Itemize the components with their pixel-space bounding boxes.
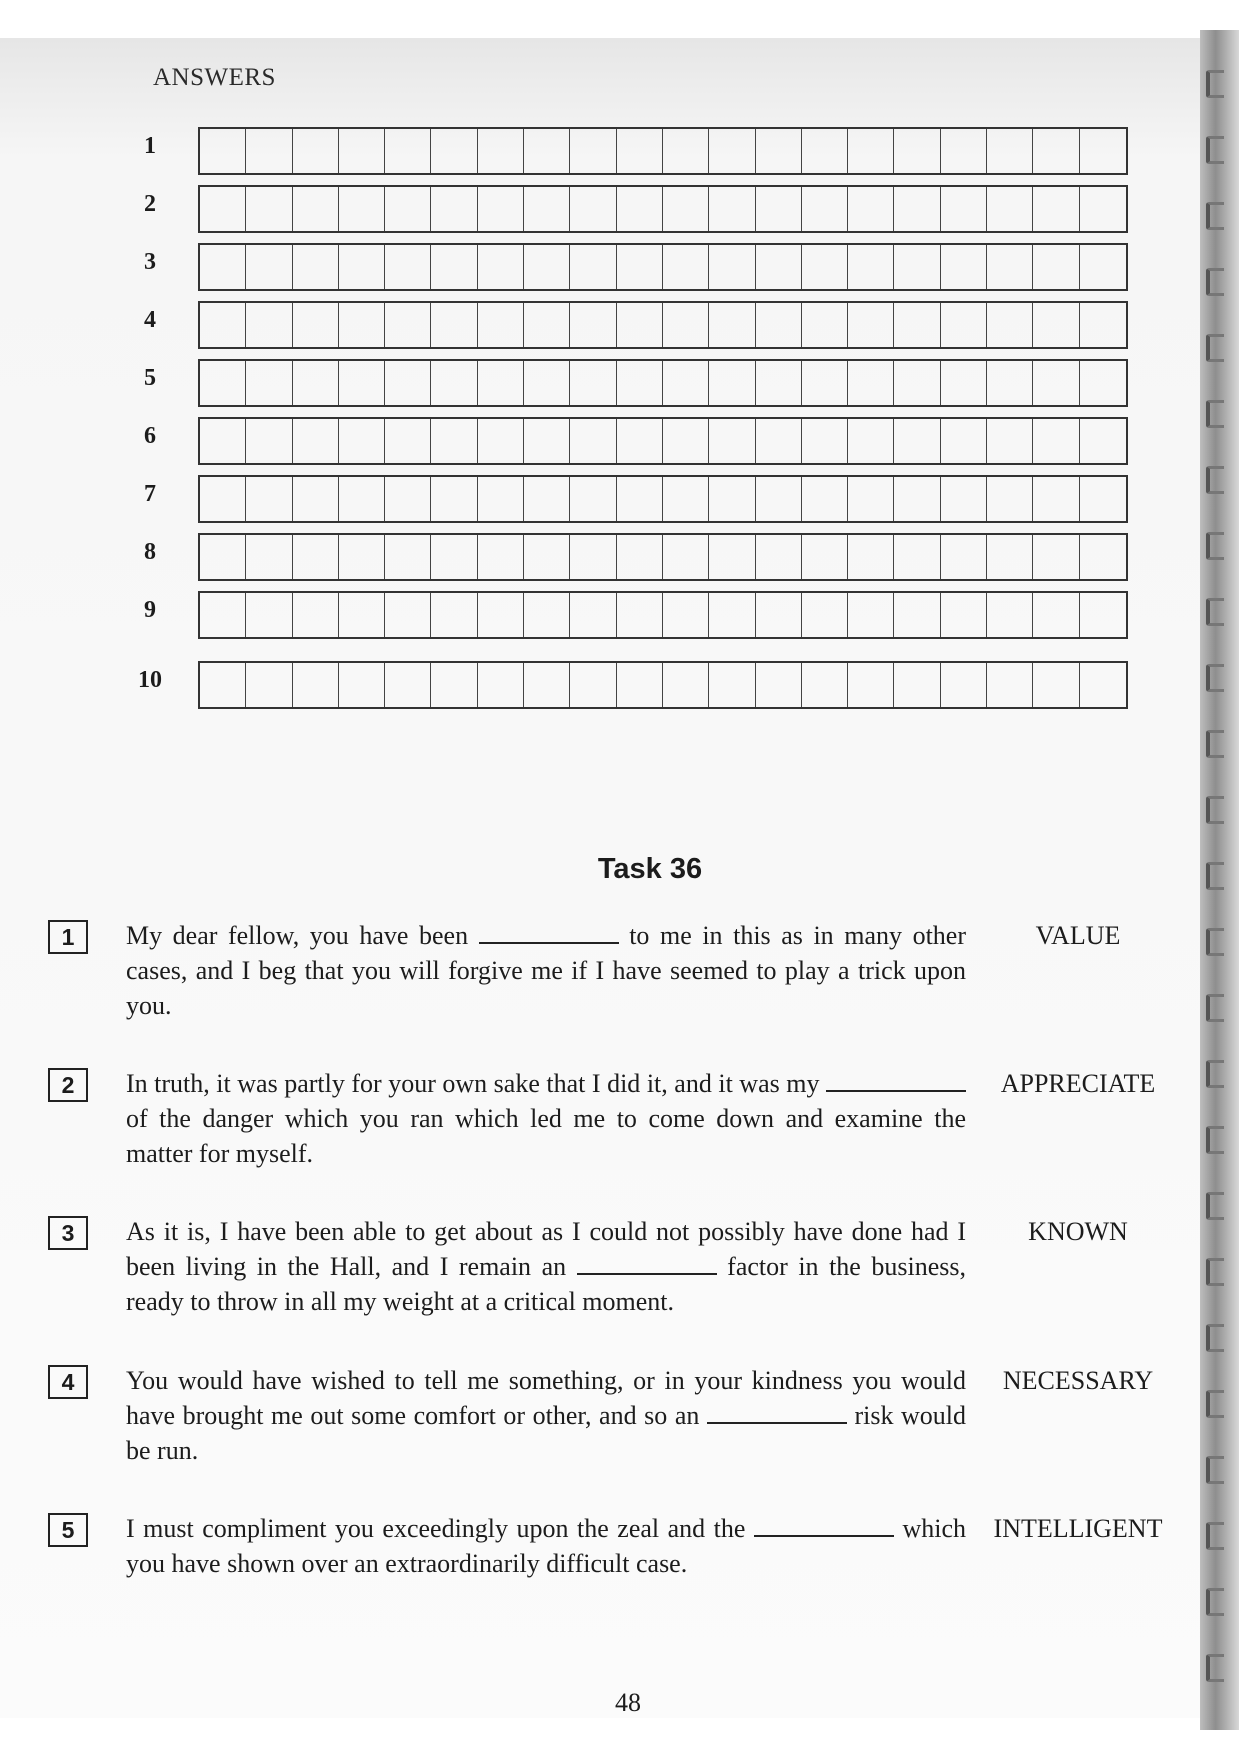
answer-cell[interactable] <box>848 593 894 637</box>
answer-cell[interactable] <box>756 361 802 405</box>
answer-cell[interactable] <box>431 187 477 231</box>
answer-cell[interactable] <box>987 663 1033 707</box>
answer-cell[interactable] <box>385 303 431 347</box>
answer-row-number: 10 <box>138 667 162 693</box>
item-sentence <box>126 1066 966 1171</box>
answer-row <box>130 533 1180 581</box>
item-number: 4 <box>48 1365 88 1399</box>
answer-row <box>130 475 1180 523</box>
sentence-before: You would have wished to tell me something, or in your kindness you would have brought me out some comfort or other, and so an <box>126 1366 966 1430</box>
answer-cell[interactable] <box>478 361 524 405</box>
answer-cell[interactable] <box>1033 245 1079 289</box>
item-number: 2 <box>48 1068 88 1102</box>
answer-cell[interactable] <box>802 593 848 637</box>
answer-cell[interactable] <box>756 663 802 707</box>
answer-cell[interactable] <box>200 129 246 173</box>
answer-cell[interactable] <box>802 663 848 707</box>
answers-heading: ANSWERS <box>153 64 276 91</box>
answer-row-number: 5 <box>144 365 156 391</box>
answer-cell[interactable] <box>941 129 987 173</box>
answer-cell[interactable] <box>431 361 477 405</box>
answer-cell[interactable] <box>293 303 339 347</box>
answer-row <box>130 301 1180 349</box>
answer-cell[interactable] <box>339 419 385 463</box>
answer-cell[interactable] <box>617 129 663 173</box>
answer-cell[interactable] <box>1033 361 1079 405</box>
answer-cell[interactable] <box>848 303 894 347</box>
answer-cell[interactable] <box>617 663 663 707</box>
answer-cell[interactable] <box>663 663 709 707</box>
answer-cell[interactable] <box>246 593 292 637</box>
answer-cell[interactable] <box>756 477 802 521</box>
answer-cells <box>198 301 1128 349</box>
answer-blank[interactable] <box>707 1400 847 1424</box>
answer-cell[interactable] <box>431 593 477 637</box>
answer-blank[interactable] <box>479 920 619 944</box>
answer-cell[interactable] <box>894 187 940 231</box>
item-sentence <box>126 918 966 1023</box>
answer-cell[interactable] <box>431 419 477 463</box>
answer-cell[interactable] <box>200 303 246 347</box>
answer-cell[interactable] <box>293 535 339 579</box>
answer-cell[interactable] <box>339 187 385 231</box>
answer-cell[interactable] <box>1033 663 1079 707</box>
answer-cell[interactable] <box>1080 535 1126 579</box>
keyword: APPRECIATE <box>1000 1069 1156 1098</box>
answer-cell[interactable] <box>617 477 663 521</box>
answer-cell[interactable] <box>941 593 987 637</box>
answer-cells <box>198 185 1128 233</box>
answer-cell[interactable] <box>848 245 894 289</box>
answer-cell[interactable] <box>524 419 570 463</box>
answer-cell[interactable] <box>246 535 292 579</box>
answer-cell[interactable] <box>524 129 570 173</box>
answer-cell[interactable] <box>478 535 524 579</box>
answer-cells <box>198 417 1128 465</box>
answer-cell[interactable] <box>385 535 431 579</box>
answer-cell[interactable] <box>802 535 848 579</box>
answer-cell[interactable] <box>200 593 246 637</box>
answer-cell[interactable] <box>1080 187 1126 231</box>
answer-row-number: 7 <box>144 481 156 507</box>
answer-cell[interactable] <box>987 187 1033 231</box>
answer-cell[interactable] <box>894 419 940 463</box>
sentence-after: risk would be run. <box>126 1401 967 1465</box>
answer-cell[interactable] <box>848 419 894 463</box>
answer-cell[interactable] <box>1033 535 1079 579</box>
answer-cell[interactable] <box>709 535 755 579</box>
answer-cell[interactable] <box>848 663 894 707</box>
answer-cell[interactable] <box>1080 663 1126 707</box>
answer-cell[interactable] <box>431 477 477 521</box>
answer-row-number: 8 <box>144 539 156 565</box>
answer-cells <box>198 127 1128 175</box>
answer-cell[interactable] <box>200 477 246 521</box>
answer-cell[interactable] <box>617 361 663 405</box>
binding-ring <box>1206 136 1224 164</box>
answer-cell[interactable] <box>663 535 709 579</box>
sentence-before: In truth, it was partly for your own sake that I did it, and it was my <box>126 1069 826 1098</box>
answer-cell[interactable] <box>663 129 709 173</box>
answer-cell[interactable] <box>941 361 987 405</box>
answer-cell[interactable] <box>385 361 431 405</box>
answer-cell[interactable] <box>617 593 663 637</box>
answer-cell[interactable] <box>339 303 385 347</box>
answer-cell[interactable] <box>478 593 524 637</box>
answer-cell[interactable] <box>894 245 940 289</box>
binding-ring <box>1206 1060 1224 1088</box>
answer-row <box>130 243 1180 291</box>
binding-ring <box>1206 994 1224 1022</box>
answer-cell[interactable] <box>663 419 709 463</box>
binding-ring <box>1206 1588 1224 1616</box>
answer-cell[interactable] <box>802 361 848 405</box>
answer-cell[interactable] <box>617 303 663 347</box>
answer-cell[interactable] <box>385 245 431 289</box>
binding-ring <box>1206 796 1224 824</box>
binding-ring <box>1206 466 1224 494</box>
answer-cell[interactable] <box>570 593 616 637</box>
answer-row <box>130 591 1180 639</box>
answer-cell[interactable] <box>339 535 385 579</box>
binding-ring <box>1206 532 1224 560</box>
answer-cell[interactable] <box>524 361 570 405</box>
answer-cell[interactable] <box>756 129 802 173</box>
answer-cell[interactable] <box>478 129 524 173</box>
answer-cell[interactable] <box>339 245 385 289</box>
answer-cell[interactable] <box>1080 303 1126 347</box>
answer-cell[interactable] <box>709 419 755 463</box>
answer-cell[interactable] <box>987 593 1033 637</box>
answer-cell[interactable] <box>200 419 246 463</box>
answer-cells <box>198 591 1128 639</box>
item-number: 1 <box>48 920 88 954</box>
answer-cell[interactable] <box>1080 477 1126 521</box>
answer-cell[interactable] <box>293 477 339 521</box>
answer-cell[interactable] <box>293 419 339 463</box>
answer-cell[interactable] <box>663 187 709 231</box>
answer-cell[interactable] <box>570 535 616 579</box>
answer-cell[interactable] <box>246 187 292 231</box>
answer-cell[interactable] <box>293 245 339 289</box>
answer-cell[interactable] <box>431 535 477 579</box>
answer-cell[interactable] <box>431 245 477 289</box>
answer-cell[interactable] <box>987 477 1033 521</box>
answer-cell[interactable] <box>570 187 616 231</box>
answer-cell[interactable] <box>524 303 570 347</box>
answer-cell[interactable] <box>339 361 385 405</box>
answer-cell[interactable] <box>246 129 292 173</box>
answer-cell[interactable] <box>709 303 755 347</box>
answer-cell[interactable] <box>894 593 940 637</box>
binding-ring <box>1206 1390 1224 1418</box>
answer-cell[interactable] <box>617 187 663 231</box>
answer-blank[interactable] <box>754 1513 894 1537</box>
answer-cell[interactable] <box>246 361 292 405</box>
sentence-after: of the danger which you ran which led me to come down and examine the matter for myself. <box>126 1104 966 1168</box>
answer-cell[interactable] <box>1080 419 1126 463</box>
answer-cell[interactable] <box>663 593 709 637</box>
answer-cell[interactable] <box>709 663 755 707</box>
answer-row <box>130 417 1180 465</box>
answer-blank[interactable] <box>826 1068 966 1092</box>
answer-cell[interactable] <box>293 593 339 637</box>
answer-row-number: 2 <box>144 191 156 217</box>
answer-cell[interactable] <box>756 187 802 231</box>
answer-cell[interactable] <box>894 361 940 405</box>
answer-cell[interactable] <box>802 129 848 173</box>
answer-cell[interactable] <box>802 187 848 231</box>
answer-cell[interactable] <box>524 593 570 637</box>
answer-cell[interactable] <box>987 419 1033 463</box>
binding-ring <box>1206 400 1224 428</box>
binding-ring <box>1206 928 1224 956</box>
answer-cell[interactable] <box>385 129 431 173</box>
answer-cell[interactable] <box>709 187 755 231</box>
answer-cell[interactable] <box>200 663 246 707</box>
answer-cell[interactable] <box>200 535 246 579</box>
answer-cell[interactable] <box>894 477 940 521</box>
answer-row-number: 9 <box>144 597 156 623</box>
answer-cell[interactable] <box>1033 129 1079 173</box>
answer-cell[interactable] <box>1033 593 1079 637</box>
binding-ring <box>1206 334 1224 362</box>
answer-cell[interactable] <box>570 361 616 405</box>
answer-cell[interactable] <box>293 129 339 173</box>
answer-cell[interactable] <box>756 419 802 463</box>
answer-cell[interactable] <box>941 535 987 579</box>
answer-cell[interactable] <box>756 535 802 579</box>
answer-row <box>130 661 1180 709</box>
answer-cell[interactable] <box>987 129 1033 173</box>
answer-cell[interactable] <box>570 419 616 463</box>
answer-cell[interactable] <box>478 245 524 289</box>
keyword: VALUE <box>1035 921 1121 950</box>
answer-row-number: 4 <box>144 307 156 333</box>
answer-cell[interactable] <box>570 477 616 521</box>
answer-cell[interactable] <box>987 535 1033 579</box>
answer-cell[interactable] <box>478 663 524 707</box>
binding-ring <box>1206 730 1224 758</box>
answer-cell[interactable] <box>663 245 709 289</box>
answer-cell[interactable] <box>756 303 802 347</box>
answer-cells <box>198 359 1128 407</box>
answer-cell[interactable] <box>987 361 1033 405</box>
answer-cell[interactable] <box>617 535 663 579</box>
answer-row <box>130 127 1180 175</box>
item-sentence <box>126 1214 966 1319</box>
answer-cells <box>198 533 1128 581</box>
answer-cell[interactable] <box>941 419 987 463</box>
answer-cell[interactable] <box>941 245 987 289</box>
answer-row-number: 6 <box>144 423 156 449</box>
answer-cell[interactable] <box>431 303 477 347</box>
answer-cell[interactable] <box>570 129 616 173</box>
answer-cell[interactable] <box>200 187 246 231</box>
answer-row-number: 1 <box>144 133 156 159</box>
answer-cell[interactable] <box>848 535 894 579</box>
answer-cell[interactable] <box>246 303 292 347</box>
answer-cell[interactable] <box>385 663 431 707</box>
binding-ring <box>1206 1126 1224 1154</box>
answer-cell[interactable] <box>848 129 894 173</box>
sentence-after: to me in this as in many other cases, and I beg that you will forgive me if I have seemed to play a trick upon you. <box>126 921 967 1020</box>
answer-cell[interactable] <box>894 663 940 707</box>
answer-cell[interactable] <box>246 663 292 707</box>
answer-cell[interactable] <box>1080 361 1126 405</box>
answer-cell[interactable] <box>617 245 663 289</box>
binding-ring <box>1206 202 1224 230</box>
answer-cell[interactable] <box>339 129 385 173</box>
keyword: KNOWN <box>1028 1217 1128 1246</box>
answer-cell[interactable] <box>200 245 246 289</box>
answer-cell[interactable] <box>756 245 802 289</box>
answer-cell[interactable] <box>802 245 848 289</box>
item-sentence <box>126 1511 966 1581</box>
answer-cell[interactable] <box>293 361 339 405</box>
answer-cell[interactable] <box>293 663 339 707</box>
answer-cells <box>198 661 1128 709</box>
answer-cell[interactable] <box>1080 245 1126 289</box>
answer-cell[interactable] <box>894 535 940 579</box>
answer-cell[interactable] <box>478 303 524 347</box>
binding-ring <box>1206 1258 1224 1286</box>
answer-cell[interactable] <box>756 593 802 637</box>
answer-cell[interactable] <box>941 663 987 707</box>
answer-cell[interactable] <box>894 129 940 173</box>
answer-cell[interactable] <box>941 477 987 521</box>
answer-cell[interactable] <box>848 477 894 521</box>
answer-cell[interactable] <box>246 245 292 289</box>
answer-cell[interactable] <box>663 477 709 521</box>
answer-cell[interactable] <box>431 663 477 707</box>
answer-cell[interactable] <box>478 419 524 463</box>
sentence-before: My dear fellow, you have been <box>126 921 479 950</box>
answer-cell[interactable] <box>709 361 755 405</box>
answer-cell[interactable] <box>1080 593 1126 637</box>
sentence-after: which you have shown over an extraordinarily difficult case. <box>126 1514 966 1578</box>
item-sentence <box>126 1363 966 1468</box>
answer-cell[interactable] <box>1033 187 1079 231</box>
binding-ring <box>1206 70 1224 98</box>
answer-cell[interactable] <box>339 477 385 521</box>
answer-cell[interactable] <box>385 477 431 521</box>
answer-cell[interactable] <box>524 245 570 289</box>
sentence-before: As it is, I have been able to get about as I could not possibly have done had I been living in the Hall, and I remain an <box>126 1217 966 1281</box>
answer-cell[interactable] <box>246 477 292 521</box>
answer-row <box>130 359 1180 407</box>
answer-cell[interactable] <box>385 419 431 463</box>
answer-row <box>130 185 1180 233</box>
answer-cell[interactable] <box>570 663 616 707</box>
answer-cell[interactable] <box>709 477 755 521</box>
keyword: INTELLIGENT <box>993 1514 1163 1543</box>
answer-cell[interactable] <box>570 303 616 347</box>
answer-cell[interactable] <box>663 361 709 405</box>
binding-ring <box>1206 1654 1224 1682</box>
answer-cell[interactable] <box>663 303 709 347</box>
sentence-before: I must compliment you exceedingly upon the zeal and the <box>126 1514 754 1543</box>
answer-cell[interactable] <box>894 303 940 347</box>
binding-ring <box>1206 1456 1224 1484</box>
answer-cells <box>198 475 1128 523</box>
page-number: 48 <box>615 1688 641 1717</box>
answer-cells <box>198 243 1128 291</box>
answer-cell[interactable] <box>987 245 1033 289</box>
binding-ring <box>1206 1192 1224 1220</box>
answer-cell[interactable] <box>524 477 570 521</box>
answer-cell[interactable] <box>524 663 570 707</box>
binding-ring <box>1206 1324 1224 1352</box>
binding-ring <box>1206 1522 1224 1550</box>
answer-cell[interactable] <box>848 361 894 405</box>
answer-cell[interactable] <box>524 535 570 579</box>
answer-blank[interactable] <box>577 1251 717 1275</box>
answer-row-number: 3 <box>144 249 156 275</box>
answer-cell[interactable] <box>293 187 339 231</box>
binding-ring <box>1206 268 1224 296</box>
answer-cell[interactable] <box>1033 303 1079 347</box>
answer-cell[interactable] <box>617 419 663 463</box>
answer-cell[interactable] <box>1080 129 1126 173</box>
sentence-after: factor in the business, ready to throw in all my weight at a critical moment. <box>126 1252 966 1316</box>
answer-cell[interactable] <box>709 245 755 289</box>
answer-cell[interactable] <box>431 129 477 173</box>
answer-cell[interactable] <box>709 593 755 637</box>
answer-cell[interactable] <box>478 187 524 231</box>
answer-cell[interactable] <box>478 477 524 521</box>
answer-cell[interactable] <box>941 303 987 347</box>
answer-cell[interactable] <box>524 187 570 231</box>
answer-cell[interactable] <box>941 187 987 231</box>
answer-cell[interactable] <box>802 477 848 521</box>
answer-cell[interactable] <box>246 419 292 463</box>
answer-cell[interactable] <box>802 303 848 347</box>
keyword: NECESSARY <box>1002 1366 1154 1395</box>
answer-cell[interactable] <box>385 187 431 231</box>
answer-cell[interactable] <box>200 361 246 405</box>
answer-cell[interactable] <box>709 129 755 173</box>
answer-cell[interactable] <box>339 593 385 637</box>
binding-ring <box>1206 598 1224 626</box>
answer-cell[interactable] <box>570 245 616 289</box>
binding-ring <box>1206 664 1224 692</box>
answer-cell[interactable] <box>802 419 848 463</box>
item-number: 5 <box>48 1513 88 1547</box>
answer-cell[interactable] <box>987 303 1033 347</box>
answer-cell[interactable] <box>339 663 385 707</box>
answer-cell[interactable] <box>848 187 894 231</box>
item-number: 3 <box>48 1216 88 1250</box>
answer-cell[interactable] <box>1033 477 1079 521</box>
answer-cell[interactable] <box>1033 419 1079 463</box>
answer-cell[interactable] <box>385 593 431 637</box>
task-title: Task 36 <box>597 853 703 885</box>
